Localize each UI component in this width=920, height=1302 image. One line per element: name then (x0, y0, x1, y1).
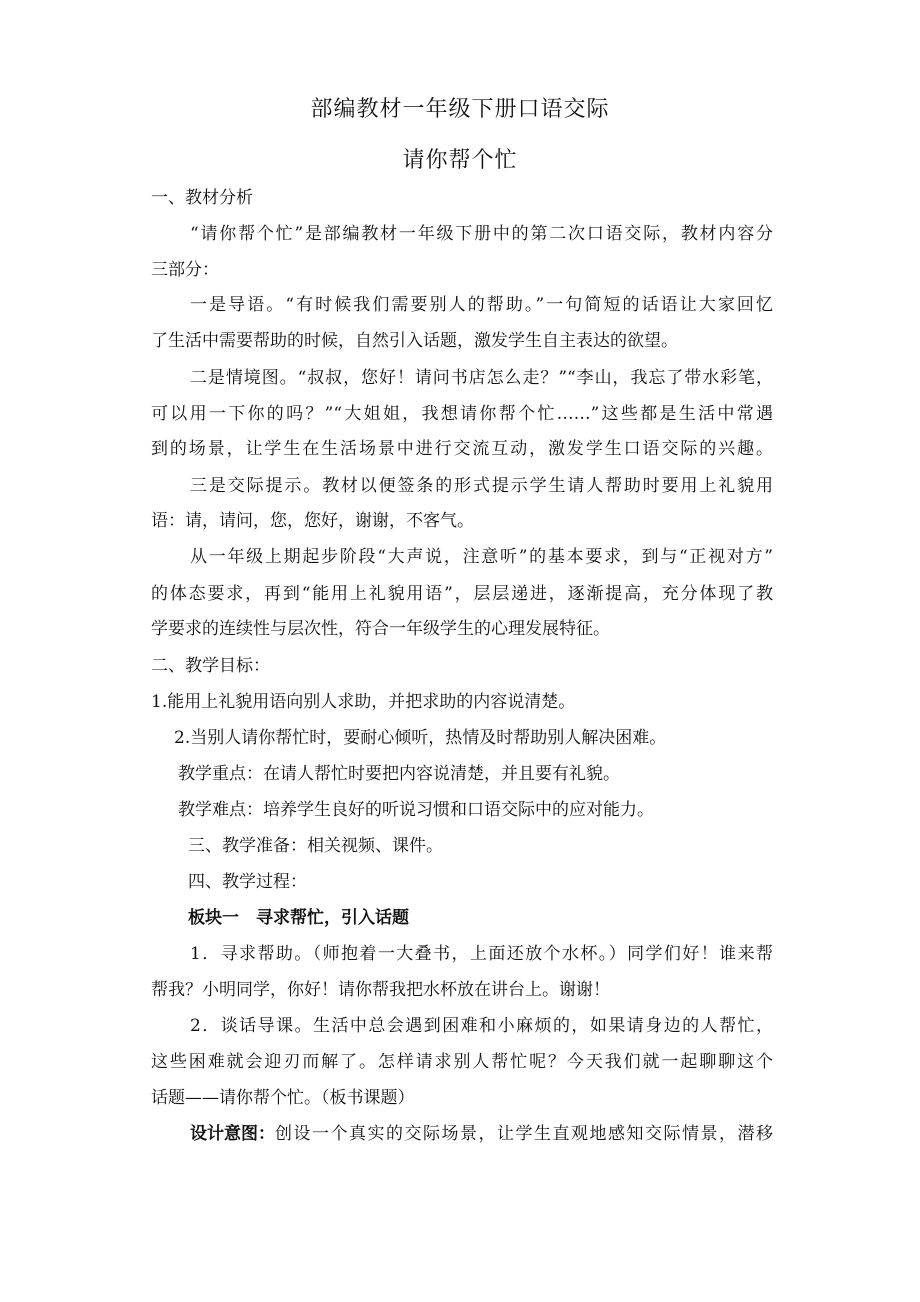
section-heading-process: 四、教学过程： (188, 872, 307, 892)
paragraph-line: 2．谈话导课。生活中总会遇到困难和小麻烦的，如果请身边的人帮忙， (190, 1016, 773, 1036)
document-title: 部编教材一年级下册口语交际 (310, 97, 610, 122)
teaching-focus: 教学重点：在请人帮忙时要把内容说清楚，并且要有礼貌。 (178, 764, 620, 784)
paragraph-line: 这些困难就会迎刃而解了。怎样请求别人帮忙呢？今天我们就一起聊聊这个 (151, 1052, 773, 1072)
paragraph-line: 二是情境图。“叔叔，您好！请问书店怎么走？”“李山，我忘了带水彩笔， (190, 368, 773, 388)
paragraph-line: 三部分： (151, 260, 219, 280)
paragraph-line: 一是导语。“有时候我们需要别人的帮助。”一句简短的话语让大家回忆 (190, 295, 773, 315)
teaching-difficulty: 教学难点：培养学生良好的听说习惯和口语交际中的应对能力。 (178, 800, 654, 820)
design-intent-label: 设计意图： (190, 1124, 275, 1144)
paragraph-line: 从一年级上期起步阶段“大声说，注意听”的基本要求，到与“正视对方” (190, 547, 773, 567)
section-heading-goals: 二、教学目标： (151, 656, 270, 676)
design-intent-text: 创设一个真实的交际场景，让学生直观地感知交际情景，潜移 (275, 1124, 773, 1144)
goal-item: 1.能用上礼貌用语向别人求助，并把求助的内容说清楚。 (151, 692, 576, 712)
paragraph-line: 可以用一下你的吗？”“大姐姐，我想请你帮个忙……”这些都是生活中常遇 (151, 404, 773, 424)
paragraph-line: 到的场景，让学生在生活场景中进行交流互动，激发学生口语交际的兴趣。 (151, 439, 773, 459)
paragraph-line: 帮我？小明同学，你好！请你帮我把水杯放在讲台上。谢谢！ (151, 980, 610, 1000)
paragraph-line: 三是交际提示。教材以便签条的形式提示学生请人帮助时要用上礼貌用 (190, 476, 773, 496)
paragraph-line: 语：请，请问，您，您好，谢谢，不客气。 (151, 511, 474, 531)
paragraph-line: 了生活中需要帮助的时候，自然引入话题，激发学生自主表达的欲望。 (151, 331, 678, 351)
section-heading-analysis: 一、教材分析 (151, 188, 253, 208)
paragraph-line: “请你帮个忙”是部编教材一年级下册中的第二次口语交际，教材内容分 (190, 224, 773, 244)
paragraph-line: 的体态要求，再到“能用上礼貌用语”，层层递进，逐渐提高，充分体现了教 (151, 584, 773, 604)
paragraph-line: 1．寻求帮助。（师抱着一大叠书，上面还放个水杯。）同学们好！谁来帮 (190, 944, 773, 964)
document-subtitle: 请你帮个忙 (402, 148, 518, 173)
section-heading-preparation: 三、教学准备：相关视频、课件。 (188, 836, 443, 856)
goal-item: 2.当别人请你帮忙时，要耐心倾听，热情及时帮助别人解决困难。 (174, 728, 667, 748)
paragraph-line: 学要求的连续性与层次性，符合一年级学生的心理发展特征。 (151, 619, 610, 639)
paragraph-line: 话题——请你帮个忙。（板书课题） (151, 1088, 415, 1108)
design-intent-line (190, 1123, 773, 1145)
block-heading: 板块一 寻求帮忙，引入话题 (188, 908, 409, 928)
